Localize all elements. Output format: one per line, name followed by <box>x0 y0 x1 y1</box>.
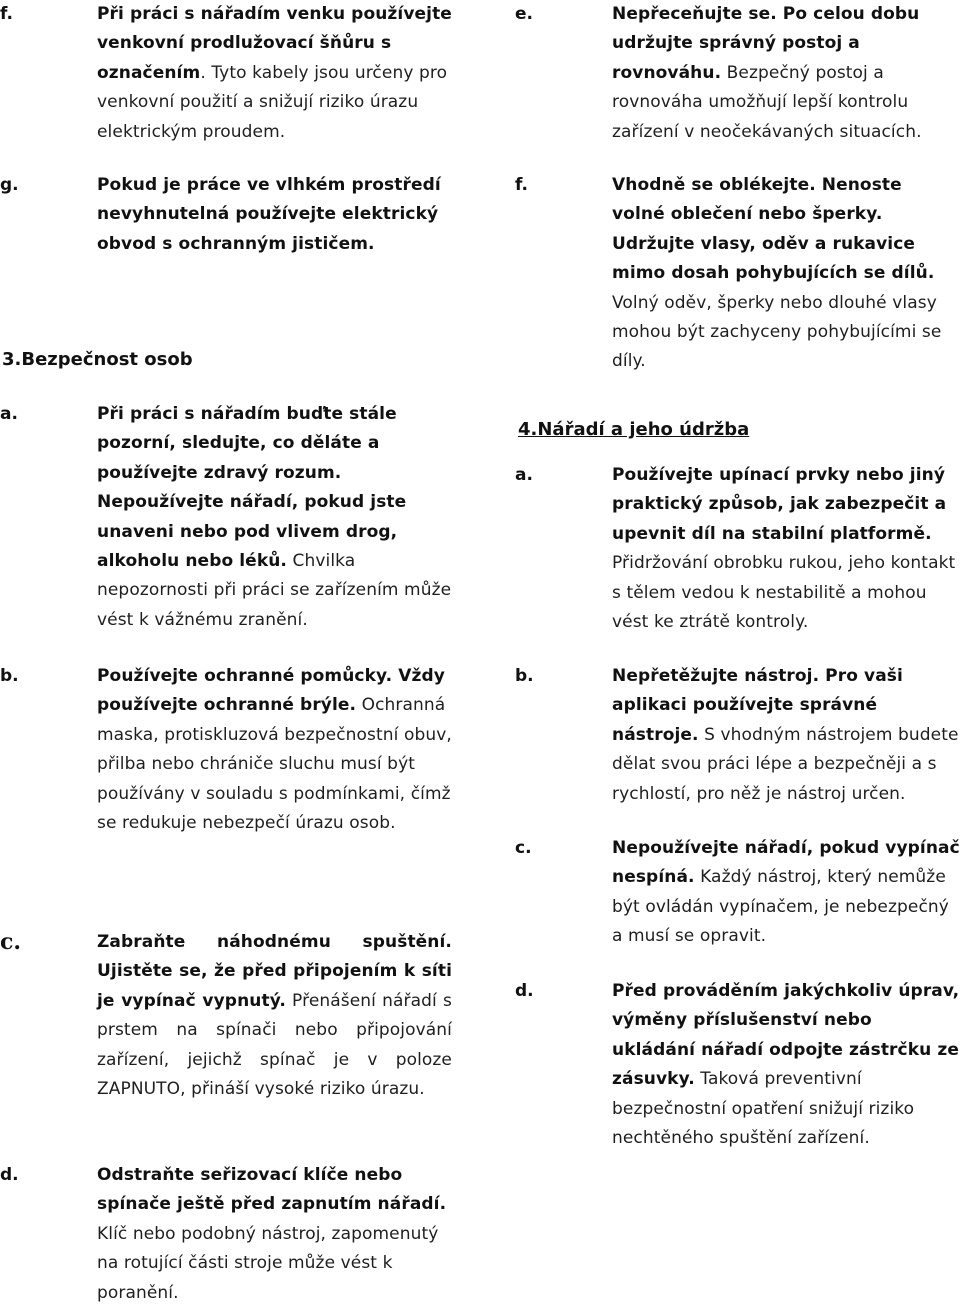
item-bold-text: Odstraňte seřizovací klíče nebo spínače ještě před zapnutím nářadí. <box>97 1165 447 1215</box>
section-heading-3 <box>2 346 193 374</box>
item-normal-text: Přenášení nářadí s prstem na spínači nebo připojování zařízení, jejichž spínač je v poloze ZAPNUTO, přináší vysoké riziko úrazu. <box>97 990 453 1100</box>
item-text <box>97 662 452 838</box>
item-normal-text: Přidržování obrobku rukou, jeho kontakt s tělem vedou k nestabilitě a mohou vést ke ztrátě kontroly. <box>612 553 956 633</box>
item-normal-text: Volný oděv, šperky nebo dlouhé vlasy mohou být zachyceny pohybujícími se díly. <box>612 292 942 372</box>
item-text <box>612 0 960 147</box>
item-bold-text: Používejte ochranné pomůcky. Vždy používejte ochranné brýle. <box>97 666 445 716</box>
item-bold-text: Před prováděním jakýchkoliv úprav, výměny příslušenství nebo ukládání nářadí odpojte zástrčku ze zásuvky. <box>612 981 960 1090</box>
item-marker: d. <box>0 1165 19 1185</box>
item-normal-text: . Tyto kabely jsou určeny pro venkovní použití a snižují riziko úrazu elektrickým proudem. <box>97 62 448 142</box>
item-marker: c. <box>515 838 532 858</box>
item-marker: e. <box>515 4 533 24</box>
item-normal-text: S vhodným nástrojem budete dělat svou práci lépe a bezpečněji a s rychlostí, pro něž je nástroj určen. <box>612 724 959 804</box>
item-marker: d. <box>515 981 534 1001</box>
item-bold-text: Používejte upínací prvky nebo jiný praktický způsob, jak zabezpečit a upevnit díl na stabilní platformě. <box>612 465 947 544</box>
item-bold-text: Pokud je práce ve vlhkém prostředí nevyhnutelná používejte elektrický obvod s ochranným jističem. <box>97 175 441 254</box>
item-text <box>97 1161 452 1308</box>
item-normal-text: Bezpečný postoj a rovnováha umožňují lepší kontrolu zařízení v neočekávaných situacích. <box>612 62 922 142</box>
item-normal-text: Klíč nebo podobný nástroj, zapomenutý na rotující části stroje může vést k poranění. <box>97 1223 439 1303</box>
item-bold-text: Zabraňte náhodnému spuštění. Ujistěte se, že před připojením k síti je vypínač vypnutý. <box>97 932 452 1011</box>
item-marker: b. <box>515 666 534 686</box>
item-text <box>97 928 452 1104</box>
item-marker: b. <box>0 666 19 686</box>
item-marker: c. <box>0 929 22 955</box>
item-marker: a. <box>515 465 533 485</box>
item-text <box>97 400 452 635</box>
item-text <box>612 662 960 809</box>
item-text <box>97 171 452 259</box>
item-marker: f. <box>515 175 528 195</box>
item-bold-text: Při práci s nářadím venku používejte venkovní prodlužovací šňůru s označením <box>97 4 452 83</box>
item-normal-text: Chvilka nepozornosti při práci se zařízením může vést k vážnému zranění. <box>97 551 452 630</box>
item-marker: g. <box>0 175 19 195</box>
item-bold-text: Nepoužívejte nářadí, pokud vypínač nespíná. <box>612 838 960 888</box>
item-bold-text: Nepřeceňujte se. Po celou dobu udržujte správný postoj a rovnováhu. <box>612 4 920 83</box>
section-heading-4: 4.Nářadí a jeho údržba <box>518 419 750 440</box>
item-normal-text: Ochranná maska, protiskluzová bezpečnostní obuv, přilba nebo chrániče sluchu musí být používány v souladu s podmínkami, čímž se redukuje nebezpečí úrazu osob. <box>97 695 452 834</box>
section-number: 3. <box>2 349 22 370</box>
item-bold-text: Vhodně se oblékejte. Nenoste volné oblečení nebo šperky. Udržujte vlasy, oděv a rukavice mimo dosah pohybujících se dílů. <box>612 175 935 284</box>
item-marker: a. <box>0 404 18 424</box>
item-normal-text: Každý nástroj, který nemůže být ovládán vypínačem, je nebezpečný a musí se opravit. <box>612 867 949 947</box>
item-text <box>612 171 960 377</box>
item-text <box>97 0 452 147</box>
section-title: Bezpečnost osob <box>21 349 193 370</box>
item-bold-text: Při práci s nářadím buďte stále pozorní, sledujte, co děláte a používejte zdravý rozum. Nepoužívejte nářadí, pokud jste unaveni nebo pod vlivem drog, alkoholu nebo léků. <box>97 404 407 572</box>
item-normal-text: Taková preventivní bezpečnostní opatření snižují riziko nechtěného spuštění zařízení. <box>612 1069 915 1149</box>
item-text <box>612 977 960 1153</box>
item-text <box>612 461 960 637</box>
item-bold-text: Nepřetěžujte nástroj. Pro vaši aplikaci používejte správné nástroje. <box>612 666 903 745</box>
item-text <box>612 834 960 952</box>
item-marker: f. <box>0 4 13 24</box>
